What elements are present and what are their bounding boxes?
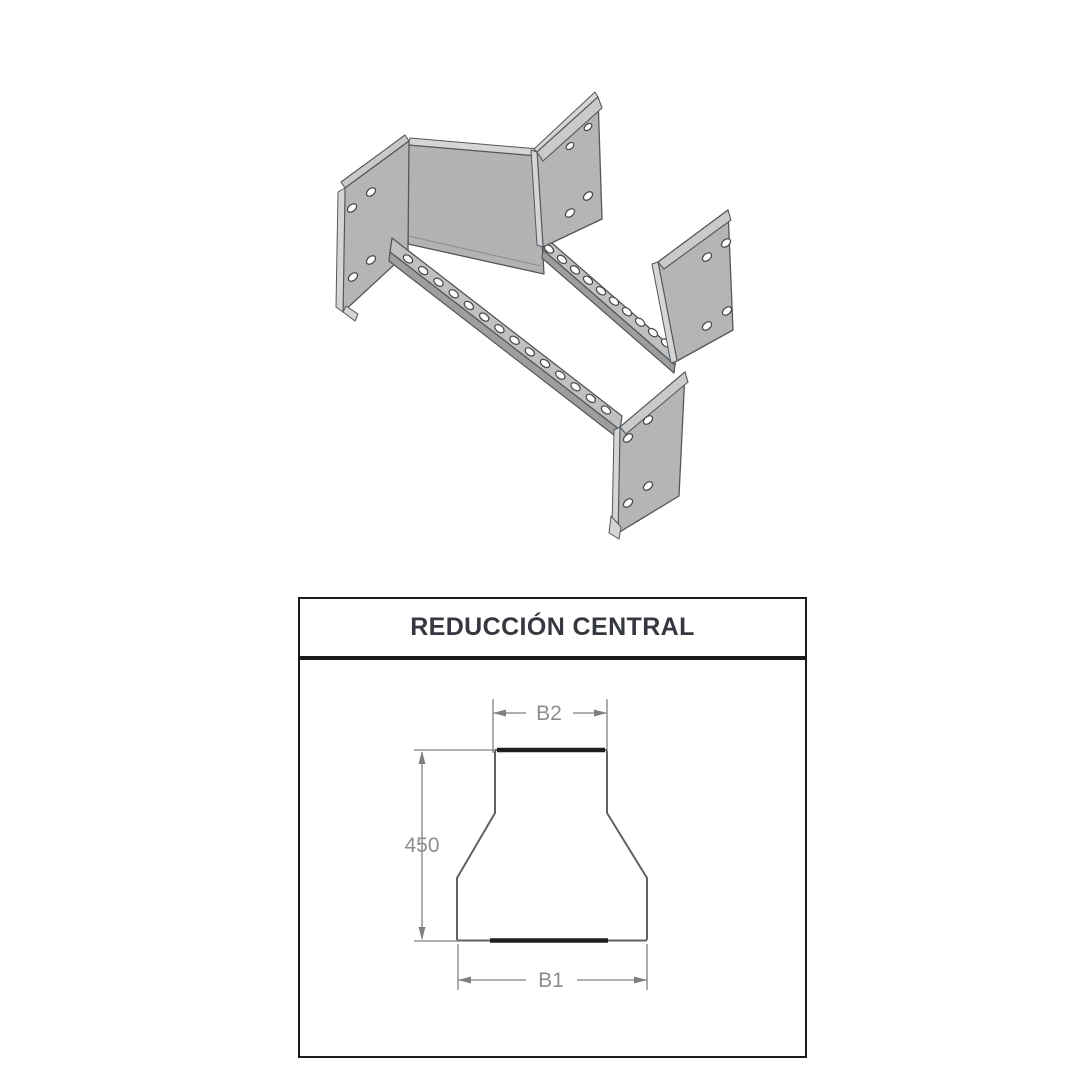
- arrowhead-up: [419, 751, 426, 764]
- extension-lines: [414, 699, 647, 990]
- left-rail-top-face: [390, 238, 622, 430]
- isometric-product-figure: [330, 85, 745, 550]
- reducer-web-panel: [408, 138, 544, 274]
- right-side-rail: [542, 237, 677, 373]
- dim-label-b1: B1: [538, 969, 564, 992]
- spec-title: REDUCCIÓN CENTRAL: [410, 613, 695, 641]
- plate-side-edge: [336, 188, 345, 312]
- plate-foot-flange: [343, 306, 358, 321]
- arrowhead-right: [634, 977, 647, 984]
- dim-label-b2: B2: [536, 702, 562, 725]
- reducer-profile: [457, 750, 647, 941]
- dim-label-450: 450: [404, 834, 440, 857]
- arrowhead-down: [419, 927, 426, 940]
- plate-face: [343, 141, 409, 312]
- spec-table: [298, 597, 807, 1058]
- left-side-rail: [389, 238, 622, 439]
- spec-table-header: [298, 597, 807, 658]
- dimension-450: [404, 751, 439, 940]
- arrowhead-left: [493, 710, 506, 717]
- wide-end-left-plate: [336, 135, 409, 321]
- plate-face: [618, 372, 685, 533]
- arrowhead-left: [458, 977, 471, 984]
- profile-left-side: [457, 751, 495, 940]
- dimension-drawing: [300, 660, 805, 1056]
- dimension-b1: [458, 969, 647, 992]
- plate-side-edge: [612, 427, 620, 533]
- spec-table-body: [298, 658, 807, 1058]
- wide-end-right-plate: [531, 92, 602, 247]
- narrow-end-left-plate: [609, 372, 688, 539]
- web-face: [408, 145, 544, 274]
- arrowhead-right: [594, 710, 607, 717]
- profile-right-side: [607, 751, 647, 940]
- dimension-b2: [493, 702, 607, 725]
